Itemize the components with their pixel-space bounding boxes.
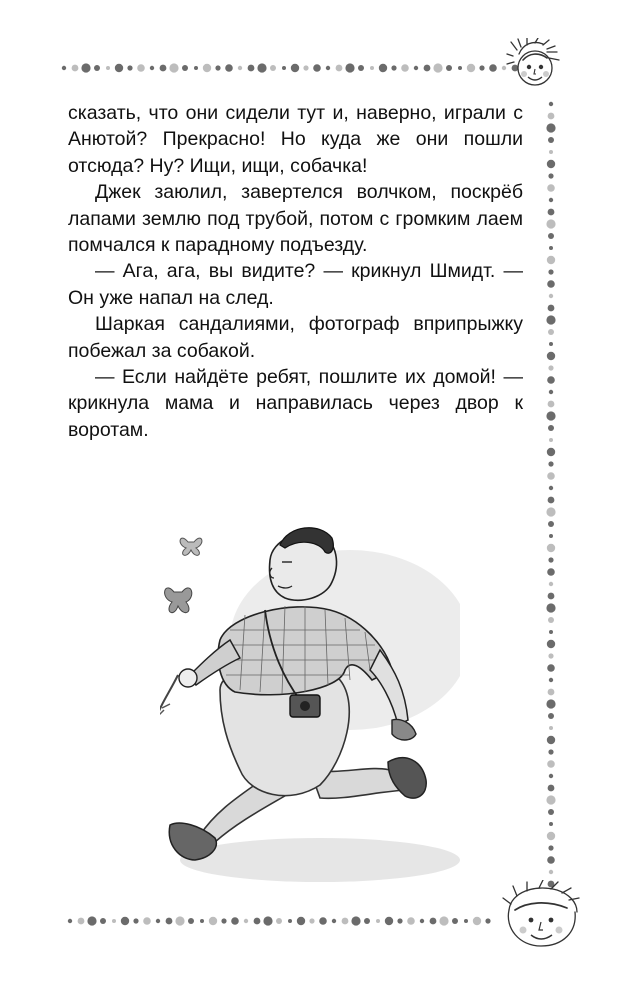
- border-dot: [401, 64, 409, 72]
- border-dot: [115, 64, 123, 72]
- border-dot: [467, 64, 475, 72]
- border-dot: [548, 617, 554, 623]
- border-dot: [313, 64, 321, 72]
- border-dot: [291, 64, 299, 72]
- border-dot: [549, 726, 553, 730]
- border-dot: [221, 918, 226, 923]
- border-dot: [546, 123, 555, 132]
- border-dot: [549, 678, 553, 682]
- border-dot: [257, 63, 266, 72]
- border-dot: [391, 65, 396, 70]
- border-dot: [376, 919, 380, 923]
- border-dot: [547, 160, 555, 168]
- border-dot: [549, 342, 553, 346]
- border-dot: [548, 809, 554, 815]
- border-dot: [473, 917, 481, 925]
- border-dot: [547, 760, 555, 768]
- border-dot: [397, 918, 402, 923]
- border-dot: [143, 917, 151, 925]
- border-dot: [156, 919, 160, 923]
- border-dot: [549, 246, 553, 250]
- border-dot: [424, 65, 431, 72]
- border-dot: [549, 438, 553, 442]
- border-dot: [225, 64, 233, 72]
- border-dot: [439, 916, 448, 925]
- border-dot: [546, 603, 555, 612]
- border-dot: [548, 209, 555, 216]
- border-dot: [458, 66, 462, 70]
- border-dot: [549, 582, 553, 586]
- border-dot: [420, 919, 424, 923]
- border-dot: [303, 65, 308, 70]
- border-dot: [385, 917, 393, 925]
- border-dot: [549, 150, 553, 154]
- border-dot: [137, 64, 145, 72]
- border-dot: [549, 870, 553, 874]
- border-dot: [133, 918, 138, 923]
- border-dot: [548, 785, 555, 792]
- border-dot: [407, 917, 415, 925]
- border-dot: [547, 736, 555, 744]
- border-dot: [547, 352, 555, 360]
- border-dot: [182, 65, 188, 71]
- border-dot: [121, 917, 129, 925]
- border-dot: [112, 919, 116, 923]
- border-dot: [547, 568, 555, 576]
- border-dot: [150, 66, 154, 70]
- border-dot: [548, 137, 554, 143]
- border-dot: [548, 521, 554, 527]
- border-dot: [200, 919, 204, 923]
- border-dot: [546, 315, 555, 324]
- border-dot: [548, 425, 554, 431]
- border-dot: [106, 66, 110, 70]
- border-dot: [548, 497, 555, 504]
- border-dot: [62, 66, 66, 70]
- border-dot: [548, 113, 555, 120]
- border-dot: [548, 593, 555, 600]
- border-dot: [452, 918, 458, 924]
- border-dot: [326, 66, 330, 70]
- border-dot: [370, 66, 374, 70]
- border-dot: [332, 919, 336, 923]
- butterfly-icon: [165, 588, 192, 613]
- story-text: [68, 100, 523, 443]
- border-dot: [297, 917, 305, 925]
- border-dot: [68, 919, 72, 923]
- border-dot: [433, 63, 442, 72]
- border-dot: [548, 269, 553, 274]
- border-dot: [282, 66, 286, 70]
- boy-face-icon: [495, 880, 590, 965]
- border-dot: [342, 918, 349, 925]
- border-dot: [81, 63, 90, 72]
- border-dot: [547, 256, 555, 264]
- border-dot: [549, 198, 553, 202]
- border-dot: [548, 689, 555, 696]
- border-dot: [127, 65, 132, 70]
- border-dot: [547, 376, 555, 384]
- border-dot: [547, 448, 555, 456]
- border-dot: [548, 233, 554, 239]
- bottom-dotted-border: [66, 913, 501, 929]
- border-dot: [547, 640, 555, 648]
- border-dot: [244, 919, 248, 923]
- border-dot: [248, 65, 255, 72]
- border-dot: [546, 795, 555, 804]
- border-dot: [489, 64, 497, 72]
- border-dot: [414, 66, 418, 70]
- border-dot: [345, 63, 354, 72]
- top-dotted-border: [60, 60, 520, 76]
- border-dot: [446, 65, 452, 71]
- paragraph: сказать, что они сидели тут и, наверно, играли с Анютой? Прекрасно! Но куда же они пошли отсюда? Ну? Ищи, ищи, собачка!: [68, 102, 523, 177]
- border-dot: [547, 280, 555, 288]
- border-dot: [160, 65, 167, 72]
- border-dot: [549, 822, 553, 826]
- border-dot: [548, 845, 553, 850]
- paragraph: — Ага, ага, вы видите? — крикнул Шмидт. — Он уже напал на след.: [68, 260, 523, 309]
- border-dot: [547, 544, 555, 552]
- border-dot: [319, 917, 327, 925]
- paragraph: Джек заюлил, завертелся волчком, поскрёб лапами землю под трубой, потом с громким лаем помчался к парадному подъезду.: [68, 181, 523, 257]
- border-dot: [546, 219, 555, 228]
- border-dot: [547, 664, 555, 672]
- border-dot: [548, 461, 553, 466]
- border-dot: [188, 918, 194, 924]
- border-dot: [430, 918, 437, 925]
- border-dot: [485, 918, 490, 923]
- border-dot: [464, 919, 468, 923]
- running-photographer-illustration: [160, 520, 460, 890]
- border-dot: [546, 507, 555, 516]
- border-dot: [547, 832, 555, 840]
- border-dot: [548, 557, 553, 562]
- border-dot: [548, 173, 553, 178]
- border-dot: [78, 918, 85, 925]
- border-dot: [166, 918, 173, 925]
- border-dot: [169, 63, 178, 72]
- border-dot: [479, 65, 484, 70]
- border-dot: [270, 65, 276, 71]
- border-dot: [276, 918, 282, 924]
- border-dot: [203, 64, 211, 72]
- border-dot: [547, 472, 555, 480]
- border-dot: [336, 65, 343, 72]
- border-dot: [351, 916, 360, 925]
- border-dot: [215, 65, 220, 70]
- border-dot: [549, 630, 553, 634]
- border-dot: [549, 774, 553, 778]
- border-dot: [548, 749, 553, 754]
- border-dot: [549, 294, 553, 298]
- border-dot: [548, 653, 553, 658]
- border-dot: [364, 918, 370, 924]
- border-dot: [379, 64, 387, 72]
- border-dot: [209, 917, 217, 925]
- border-dot: [231, 917, 239, 925]
- border-dot: [309, 918, 314, 923]
- border-dot: [548, 329, 554, 335]
- border-dot: [547, 184, 555, 192]
- border-dot: [263, 916, 272, 925]
- butterfly-icon: [180, 538, 202, 555]
- border-dot: [194, 66, 198, 70]
- border-dot: [546, 411, 555, 420]
- border-dot: [548, 713, 554, 719]
- border-dot: [288, 919, 292, 923]
- border-dot: [254, 918, 261, 925]
- border-dot: [547, 856, 555, 864]
- right-dotted-border: [541, 100, 561, 890]
- border-dot: [238, 66, 242, 70]
- border-dot: [548, 365, 553, 370]
- paragraph: — Если найдёте ребят, пошлите их домой! — крикнула мама и направилась через двор к воротам.: [68, 366, 523, 441]
- border-dot: [548, 305, 555, 312]
- border-dot: [548, 401, 555, 408]
- border-dot: [100, 918, 106, 924]
- border-dot: [549, 486, 553, 490]
- paragraph: Шаркая сандалиями, фотограф вприпрыжку побежал за собакой.: [68, 313, 523, 362]
- border-dot: [549, 390, 553, 394]
- border-dot: [175, 916, 184, 925]
- border-dot: [549, 534, 553, 538]
- border-dot: [94, 65, 100, 71]
- border-dot: [358, 65, 364, 71]
- border-dot: [72, 65, 79, 72]
- border-dot: [546, 699, 555, 708]
- girl-face-icon: [505, 38, 565, 103]
- border-dot: [87, 916, 96, 925]
